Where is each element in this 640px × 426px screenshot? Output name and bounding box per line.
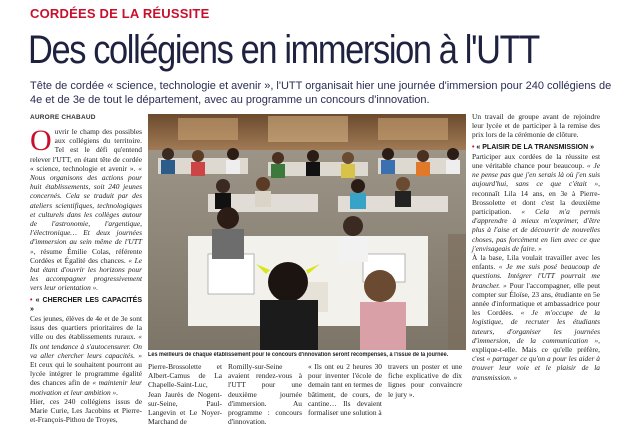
- subheading-text: « PLAISIR DE LA TRANSMISSION »: [476, 143, 594, 151]
- text-run: Ces jeunes, élèves de 4e et de 3e sont issus des quartiers prioritaires de la ville ou des établissements ruraux.: [30, 314, 142, 342]
- article-column-1: [30, 124, 142, 425]
- text-run: explique-t-elle. Mais ce qu'elle préfère, c'est: [472, 345, 600, 364]
- article-column-2: Pierre-Brossolette et Albert-Camus de La Chapelle-Saint-Luc, Jean Jaurès de Nogent-sur-Seine, Paul-Langevin et Le Noyer-Marchand de: [148, 362, 222, 426]
- quote: « Le but étant d'ouvrir les horizons pour les accompagner progressivement vers leur orientation ».: [30, 255, 142, 293]
- text-run: À la base, Lila voulait travailler avec les enfants.: [472, 253, 600, 272]
- quote: « Cela m'a permis d'apprendre à mieux m'exprimer, d'être plus à l'aise et de découvrir de nouvelles choses, pas forcément en lien avec ce que j'envisageais de faire. »: [472, 207, 600, 253]
- standfirst: Tête de cordée « science, technologie et avenir », l'UTT organisait hier une journée d'immersion pour 240 collégiens de 4e et de 3e de tout le département, avec au programme un concours d'innovation.: [30, 80, 612, 106]
- article-photo: [148, 114, 466, 350]
- subheading: • « PLAISIR DE LA TRANSMISSION »: [472, 143, 594, 151]
- quote: « Ils ont tendance à s'autocensurer. On va aller chercher leurs capacités. »: [30, 332, 142, 360]
- headline: Des collégiens en immersion à l'UTT: [28, 28, 539, 72]
- photo-caption: Les meilleurs de chaque établissement pour le concours d'innovation seront récompensés, à l'issue de la journée.: [148, 352, 449, 358]
- paragraph: Hier, ces 240 collégiens issus de Marie Curie, Les Jacobins et Pierre-et-François-Pithou de Troyes,: [30, 396, 142, 425]
- quote: « maintenir leur motivation et leur ambition ».: [30, 378, 142, 397]
- text-run: reconnaît Lila 14 ans, en 3e à Pierre-Brossolette et dont c'est la deuxième participation.: [472, 188, 600, 217]
- quote: « partager ce qu'on a pour les aider à trouver leur voie et le plaisir de la transmission. »: [472, 354, 600, 382]
- text-run: résume Émilie Colas, référente Cordées et Égalité des chances.: [30, 246, 142, 265]
- quote: « Je me suis posé beaucoup de questions. Intégrer l'UTT pourrait me brancher. »: [472, 262, 600, 290]
- quote: « Je ne pense pas que j'en serais là où j'en suis aujourd'hui, sans ce que c'était »,: [472, 161, 601, 189]
- classroom-photo: [148, 114, 466, 350]
- byline: AURORE CHABAUD: [30, 114, 96, 121]
- drop-cap: O: [30, 124, 52, 157]
- paragraph: Un travail de groupe avant de rejoindre leur lycée et de participer à la remise des prix lors de la cérémonie de clôture.: [472, 112, 600, 140]
- text-run: Et ceux qui le souhaitent pourront au lycée intégrer le programme égalité des chances afin de: [30, 360, 142, 388]
- text-run: Participer aux cordées de la réussite est une véritable chance pour beaucoup.: [472, 151, 600, 171]
- article-column-5: travers un poster et une fiche explicative de dix lignes pour convaincre le jury ».: [388, 362, 462, 399]
- subheading: • « CHERCHER LES CAPACITÉS »: [30, 296, 142, 313]
- text-run: uvrir le champ des possibles aux collégiens du territoire. Tel est le défi qu'entend relever l'UTT, en étant tête de cordée « science, technologie et avenir ».: [30, 127, 142, 173]
- kicker: CORDÉES DE LA RÉUSSITE: [30, 6, 210, 21]
- paragraph: [472, 253, 600, 382]
- paragraph: [30, 314, 142, 397]
- article-column-4: « Ils ont eu 2 heures 30 pour inventer l'école de demain tant en termes de bâtiment, de cours, de cantine… Ils devaient formaliser une solution à: [308, 362, 382, 418]
- article-column-6: [472, 112, 600, 400]
- paragraph: [472, 152, 600, 253]
- text-run: Pour l'accompagner, elle peut compter sur Éloïse, 23 ans, étudiante en 5e année d'informatique et ambassadrice pour les Cordées.: [472, 280, 600, 318]
- quote: « Nous organisons des actions pour huit établissements, soit 240 jeunes concernés. Cela se traduit par des ateliers scientifiques, technologiques et culturels dans les collèges autour de l'astronomie, l'argentique, l'électronique… Et deux journées d'immersion au sein même de l'UTT »,: [30, 163, 142, 256]
- quote: « Je m'occupe de la logistique, de recruter les étudiants tuteurs, d'organiser les journées d'immersion, de la communication »,: [472, 308, 601, 345]
- article-column-3: Romilly-sur-Seine avaient rendez-vous à l'UTT pour une deuxième journée d'immersion. Au programme : concours d'innovation.: [228, 362, 302, 426]
- subheading-text: « CHERCHER LES CAPACITÉS »: [30, 296, 142, 313]
